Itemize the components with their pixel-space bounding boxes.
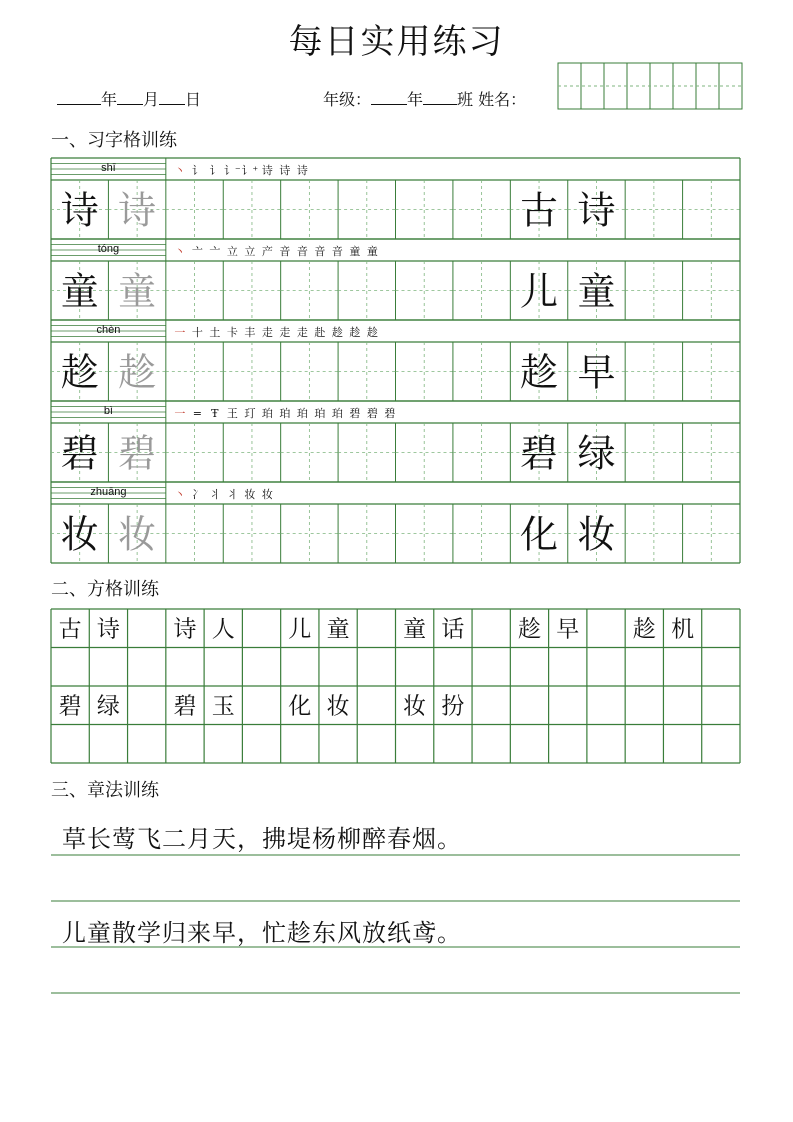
- grid-character: 早: [556, 616, 580, 643]
- stroke-step: 讠⁺: [241, 164, 259, 177]
- stroke-step: 珀: [331, 407, 343, 420]
- stroke-step: 音: [331, 245, 343, 258]
- vocab-character: 诗: [577, 188, 616, 233]
- poem-line-1: 草长莺飞二月天，拂堤杨柳醉春烟。: [62, 825, 462, 853]
- grid-character: 古: [58, 616, 82, 643]
- stroke-step: 丰: [244, 326, 256, 339]
- stroke-step: 趁: [366, 326, 378, 339]
- stroke-step: 趁: [331, 326, 343, 339]
- section1-heading: 一、习字格训练: [51, 130, 177, 151]
- stroke-step: 妆: [261, 488, 273, 501]
- grid-character: 话: [441, 616, 465, 643]
- vocab-character: 古: [520, 188, 559, 233]
- pinyin-label: tóng: [97, 243, 120, 255]
- section3-heading: 三、章法训练: [51, 780, 159, 801]
- month-label: 月: [143, 90, 160, 109]
- grid-character: 童: [326, 616, 350, 643]
- stroke-step: 碧: [384, 407, 396, 420]
- trace-character: 趁: [118, 350, 157, 395]
- vocab-character: 童: [577, 269, 616, 314]
- stroke-step: 诗: [279, 164, 291, 177]
- stroke-step: 丶: [174, 245, 186, 258]
- model-character: 趁: [60, 350, 99, 395]
- grid-character: 童: [403, 616, 427, 643]
- trace-character: 童: [118, 269, 157, 314]
- grid-character: 碧: [173, 693, 197, 720]
- stroke-step: 一: [174, 326, 186, 339]
- stroke-step: 丶: [174, 164, 186, 177]
- vocab-character: 早: [577, 350, 616, 395]
- stroke-step: 碧: [349, 407, 361, 420]
- trace-character: 妆: [118, 512, 157, 557]
- page-title: 每日实用练习: [288, 22, 505, 62]
- model-character: 妆: [60, 512, 99, 557]
- trace-character: 诗: [118, 188, 157, 233]
- stroke-step: 立: [244, 245, 256, 258]
- model-character: 童: [60, 269, 99, 314]
- stroke-step: 丶: [174, 488, 186, 501]
- vocab-character: 绿: [577, 431, 616, 476]
- stroke-step: 亠: [191, 245, 203, 258]
- stroke-step: 诗: [296, 164, 308, 177]
- stroke-step: 音: [314, 245, 326, 258]
- stroke-step: 丬: [226, 488, 238, 501]
- grid-character: 绿: [96, 693, 120, 720]
- class-name-label: 班 姓名：: [457, 90, 527, 109]
- section2-heading: 二、方格训练: [51, 579, 159, 600]
- poem-line-2: 儿童散学归来早，忙趁东风放纸鸢。: [62, 919, 462, 947]
- grid-character: 儿: [288, 616, 312, 643]
- model-character: 碧: [60, 431, 99, 476]
- pinyin-label: chèn: [96, 324, 121, 336]
- stroke-step: Ŧ: [211, 407, 219, 420]
- stroke-step: 赴: [314, 326, 326, 339]
- trace-character: 碧: [118, 431, 157, 476]
- stroke-step: 冫: [191, 488, 203, 501]
- stroke-step: 十: [191, 326, 203, 339]
- stroke-step: 王: [226, 407, 238, 420]
- vocab-character: 趁: [520, 350, 559, 395]
- pinyin-label: zhuāng: [90, 486, 127, 498]
- stroke-step: 亠: [209, 245, 221, 258]
- stroke-step: 音: [279, 245, 291, 258]
- grid-character: 机: [671, 616, 695, 643]
- stroke-step: 童: [349, 245, 361, 258]
- stroke-step: 讠⁻: [223, 164, 241, 177]
- stroke-step: 玎: [244, 407, 256, 420]
- day-label: 日: [185, 90, 202, 109]
- stroke-step: 走: [296, 326, 308, 339]
- vocab-character: 碧: [520, 431, 559, 476]
- stroke-step: 妆: [244, 488, 256, 501]
- vocab-character: 化: [520, 512, 559, 557]
- stroke-step: 童: [366, 245, 378, 258]
- pinyin-label: bì: [103, 405, 114, 417]
- stroke-step: 趁: [349, 326, 361, 339]
- grid-character: 诗: [96, 616, 120, 643]
- stroke-step: 音: [296, 245, 308, 258]
- grid-character: 人: [211, 616, 235, 643]
- stroke-step: 讠: [209, 164, 221, 177]
- stroke-step: 产: [261, 245, 273, 258]
- stroke-step: 卡: [226, 326, 238, 339]
- stroke-step: 讠: [191, 164, 203, 177]
- stroke-step: 珀: [296, 407, 308, 420]
- year-label: 年: [101, 90, 118, 109]
- vocab-character: 妆: [577, 512, 616, 557]
- stroke-step: 珀: [279, 407, 291, 420]
- grid-character: 妆: [326, 693, 350, 720]
- stroke-step: 走: [261, 326, 273, 339]
- stroke-step: 碧: [366, 407, 378, 420]
- grade-label: 年级：: [323, 90, 372, 109]
- pinyin-label: shī: [101, 162, 116, 174]
- vocab-character: 儿: [520, 269, 559, 314]
- grid-character: 趁: [632, 616, 656, 643]
- stroke-step: 诗: [261, 164, 273, 177]
- grid-character: 化: [288, 693, 312, 720]
- stroke-step: 珀: [261, 407, 273, 420]
- stroke-step: 珀: [314, 407, 326, 420]
- stroke-step: 走: [279, 326, 291, 339]
- grid-character: 诗: [173, 616, 197, 643]
- stroke-step: 一: [174, 407, 186, 420]
- grid-character: 玉: [211, 693, 235, 720]
- model-character: 诗: [60, 188, 99, 233]
- grid-character: 趁: [517, 616, 541, 643]
- stroke-step: =: [192, 407, 202, 420]
- grid-character: 扮: [441, 693, 465, 720]
- grid-character: 妆: [403, 693, 427, 720]
- stroke-step: 立: [226, 245, 238, 258]
- stroke-step: 丬: [209, 488, 221, 501]
- grid-character: 碧: [58, 693, 82, 720]
- stroke-step: 土: [209, 326, 221, 339]
- grade-year-label: 年: [407, 90, 424, 109]
